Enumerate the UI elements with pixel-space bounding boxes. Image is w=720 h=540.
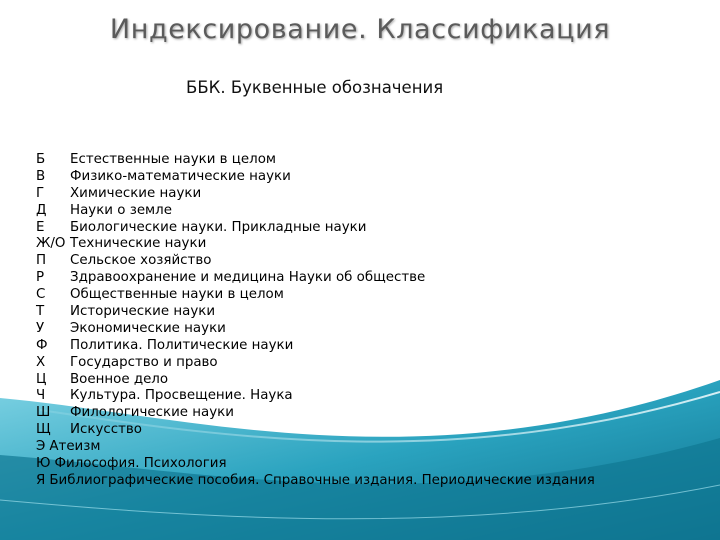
entry-desc: Политика. Политические науки [70,337,294,353]
entry-code: Э [36,439,46,455]
entry-code: Ц [36,371,47,387]
entry-desc: Экономические науки [70,320,226,336]
list-item [36,388,676,405]
entry-code: Ф [36,337,48,353]
entry-desc: Химические науки [70,185,202,201]
entry-code: Ч [36,388,46,404]
list-item [36,186,676,203]
list-item [36,439,676,456]
entry-code: Ш [36,405,51,421]
entry-desc: Культура. Просвещение. Наука [70,388,293,404]
entry-code: В [36,168,46,184]
list-item [36,321,676,338]
entry-desc: Исторические науки [70,304,216,320]
entry-code: Т [36,304,45,320]
list-item [36,236,676,253]
entry-desc: Философия. Психология [54,456,227,472]
list-item [36,304,676,321]
entry-code: Г [36,185,45,201]
list-item [36,287,676,304]
entry-desc: Библиографические пособия. Справочные издания. Периодические издания [49,472,595,488]
slide-title: Индексирование. Классификация [109,14,611,45]
entry-desc: Естественные науки в целом [70,152,277,167]
entry-desc: Биологические науки. Прикладные науки [70,219,367,235]
list-item [36,473,676,490]
entry-code: С [36,287,46,303]
entry-code: Б [36,152,46,167]
entry-desc: Общественные науки в целом [70,287,284,303]
list-item [36,338,676,355]
entry-desc: Государство и право [70,354,218,370]
entry-code: Я [36,472,46,488]
entry-code: Р [36,270,45,286]
entry-code: П [36,253,47,269]
entry-code: Х [36,354,46,370]
entry-code: Ю [36,456,51,472]
entry-desc: Науки о земле [70,202,172,218]
list-item [36,372,676,389]
classification-list [36,152,676,490]
list-item [36,405,676,422]
entry-desc: Филологические науки [70,405,234,421]
entry-desc: Искусство [70,422,143,438]
entry-code: Д [36,202,47,218]
slide-subtitle: ББК. Буквенные обозначения [186,78,444,97]
list-item [36,270,676,287]
list-item [36,253,676,270]
list-item [36,169,676,186]
entry-desc: Сельское хозяйство [70,253,212,269]
list-item [36,152,676,169]
list-item [36,220,676,237]
list-item [36,355,676,372]
entry-desc: Технические науки [70,236,207,252]
entry-code: У [36,320,45,336]
entry-desc: Физико-математические науки [70,168,291,184]
list-item [36,456,676,473]
list-item [36,422,676,439]
entry-code: Щ [36,422,51,438]
entry-desc: Здравоохранение и медицина Науки об обществе [70,270,426,286]
entry-code: Ж/О [36,236,66,252]
entry-desc: Военное дело [70,371,169,387]
entry-code: Е [36,219,45,235]
entry-desc: Атеизм [49,439,101,455]
list-item [36,203,676,220]
